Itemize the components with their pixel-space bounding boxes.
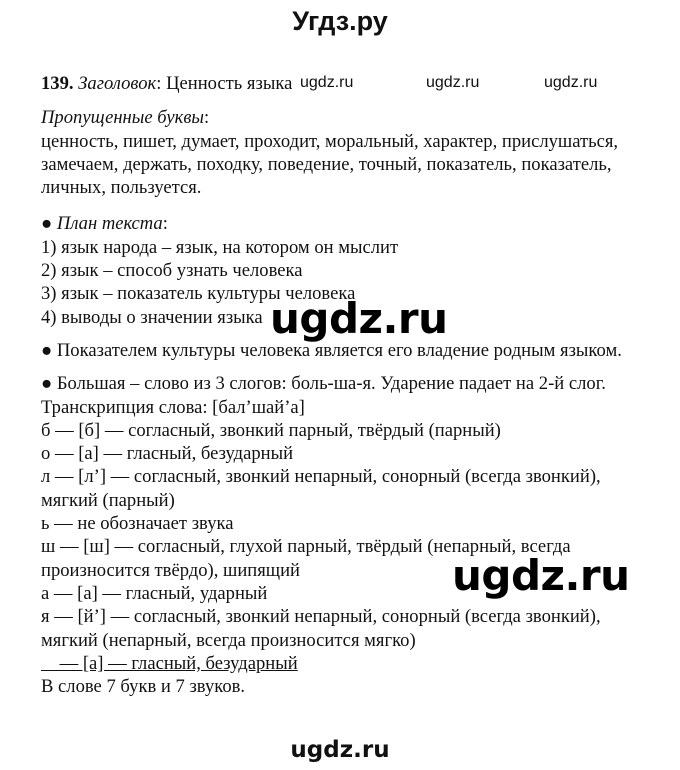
plan-heading	[41, 212, 661, 235]
exercise-content	[41, 72, 661, 698]
analysis-summary: В слове 7 букв и 7 звуков.	[41, 676, 246, 698]
letter-analysis-line: л — [л’] — согласный, звонкий непарный, сонорный (всегда звонкий),	[41, 466, 601, 488]
title-label: Заголовок	[78, 73, 157, 94]
exercise-number: 139.	[41, 73, 74, 94]
letter-analysis-line: я — [й’] — согласный, звонкий непарный, сонорный (всегда звонкий),	[41, 606, 601, 628]
missing-letters-line: ценность, пишет, думает, проходит, моральный, характер, прислушаться,	[41, 130, 619, 152]
letter-analysis-line: а — [а] — гласный, ударный	[41, 582, 268, 604]
missing-letters-label: Пропущенные буквы	[41, 107, 204, 129]
watermark-large: ugdz.ru	[452, 551, 630, 600]
missing-letters-heading	[41, 106, 661, 129]
watermark-small: ugdz.ru	[544, 74, 598, 91]
missing-letters-line: личных, пользуется.	[41, 177, 202, 199]
letter-analysis-line: ь — не обозначает звука	[41, 513, 234, 535]
title-value: Ценность языка	[166, 73, 293, 94]
title-separator: :	[156, 73, 167, 94]
label-suffix: :	[162, 213, 168, 235]
letter-analysis-line: б — [б] — согласный, звонкий парный, твёрдый (парный)	[41, 419, 501, 441]
watermark-small: ugdz.ru	[300, 74, 354, 91]
site-title: Угдз.ру	[292, 6, 388, 36]
transcription: Транскрипция слова: [бал’шай’а]	[41, 396, 305, 418]
missing-letters-line: замечаем, держать, походку, поведение, точный, показатель, показатель,	[41, 153, 612, 175]
plan-item: 2) язык – способ узнать человека	[41, 260, 303, 282]
analysis-intro: ● Большая – слово из 3 слогов: боль-ша-я. Ударение падает на 2-й слог.	[41, 373, 606, 395]
watermark-large: ugdz.ru	[270, 294, 448, 343]
plan-item: 3) язык – показатель культуры человека	[41, 283, 356, 305]
letter-analysis-line: произносится твёрдо), шипящий	[41, 559, 301, 581]
plan-item: 4) выводы о значении языка	[41, 306, 263, 328]
letter-analysis-line: ш — [ш] — согласный, глухой парный, твёрдый (непарный, всегда	[41, 536, 571, 558]
letter-analysis-line: о — [а] — гласный, безударный	[41, 443, 294, 465]
letter-analysis-line: мягкий (непарный, всегда произносится мягко)	[41, 629, 416, 651]
main-idea: ● Показателем культуры человека является его владение родным языком.	[41, 339, 622, 361]
label-suffix: :	[204, 107, 210, 129]
plan-label: План текста	[56, 213, 163, 235]
letter-analysis-line: мягкий (парный)	[41, 489, 175, 511]
underlined-analysis-line: — [а] — гласный, безударный	[41, 652, 298, 674]
bullet-icon: ●	[41, 213, 57, 235]
plan-item: 1) язык народа – язык, на котором он мыслит	[41, 236, 399, 258]
watermark-small: ugdz.ru	[426, 74, 480, 91]
watermark-footer: ugdz.ru	[290, 737, 390, 763]
